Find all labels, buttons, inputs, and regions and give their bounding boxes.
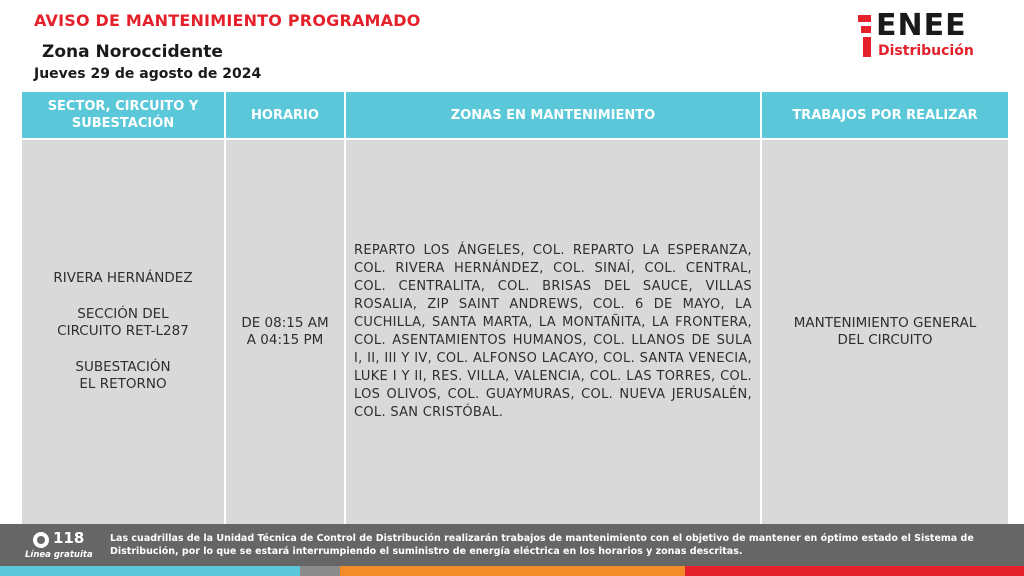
zones-cell: REPARTO LOS ÁNGELES, COL. REPARTO LA ESPERANZA, COL. RIVERA HERNÁNDEZ, COL. SINAÍ, COL. CENTRAL, COL. CENTRALITA, COL. BRISAS DEL SAUCE, VILLAS ROSALIA, ZIP SAINT ANDREWS, COL. 6 DE MAYO, LA CUCHILLA, SANTA MARTA, LA MONTAÑITA, LA FRONTERA, COL. ASENTAMIENTOS HUMANOS, COL. LLANOS DE SULA I, II, III Y IV, COL. ALFONSO LACAYO, COL. SANTA VENECIA, LUKE I Y II, RES. VILLA, VALENCIA, COL. LAS TORRES, COL. LOS OLIVOS, COL. GUAYMURAS, COL. NUEVA JERUSALÉN, COL. SAN CRISTÓBAL.: [345, 139, 761, 524]
column-header-schedule: HORARIO: [225, 92, 345, 139]
substation-line-1: SUBESTACIÓN: [75, 358, 171, 375]
zone-title: Zona Noroccidente: [42, 42, 223, 62]
footer-notice: Las cuadrillas de la Unidad Técnica de Control de Distribución realizarán trabajos de mantenimiento con el objetivo de mantener en óptimo estado el Sistema de Distribución, por lo que se estará interrumpiendo el suministro de energía eléctrica en los horarios y zonas descritas.: [110, 533, 974, 557]
hotline-number: 118: [53, 529, 85, 547]
works-line-1: MANTENIMIENTO GENERAL: [793, 314, 977, 331]
schedule-cell: [225, 139, 345, 524]
logo-subtitle: Distribución: [878, 43, 974, 59]
stripe-gray: [300, 566, 340, 576]
column-header-zones: ZONAS EN MANTENIMIENTO: [345, 92, 761, 139]
sector-name: RIVERA HERNÁNDEZ: [53, 270, 193, 287]
stripe-orange: [340, 566, 685, 576]
hotline: [22, 526, 92, 564]
schedule-end: A 04:15 PM: [246, 332, 324, 348]
logo-brand: ENEE: [876, 8, 967, 43]
logo-mark: [858, 15, 871, 57]
phone-icon: [33, 532, 49, 548]
date-label: Jueves 29 de agosto de 2024: [34, 66, 262, 82]
footer-bar: [0, 524, 1024, 566]
maintenance-table: [22, 92, 1008, 524]
circuit-line-1: SECCIÓN DEL: [77, 305, 169, 322]
column-header-sector: SECTOR, CIRCUITO Y SUBESTACIÓN: [22, 92, 225, 139]
sector-cell: [22, 139, 225, 524]
schedule-start: DE 08:15 AM: [241, 314, 329, 331]
substation-line-2: EL RETORNO: [79, 376, 167, 393]
stripe-red: [685, 566, 1024, 576]
table-header-row: [22, 92, 1008, 139]
works-line-2: DEL CIRCUITO: [837, 332, 933, 348]
enee-logo: [858, 8, 1004, 62]
circuit-line-2: CIRCUITO RET-L287: [57, 323, 189, 340]
works-cell: [761, 139, 1008, 524]
header-title: AVISO DE MANTENIMIENTO PROGRAMADO: [34, 11, 421, 30]
table-row: [22, 139, 1008, 524]
column-header-works: TRABAJOS POR REALIZAR: [761, 92, 1008, 139]
stripe-cyan: [0, 566, 300, 576]
hotline-label: Línea gratuita: [25, 550, 93, 560]
